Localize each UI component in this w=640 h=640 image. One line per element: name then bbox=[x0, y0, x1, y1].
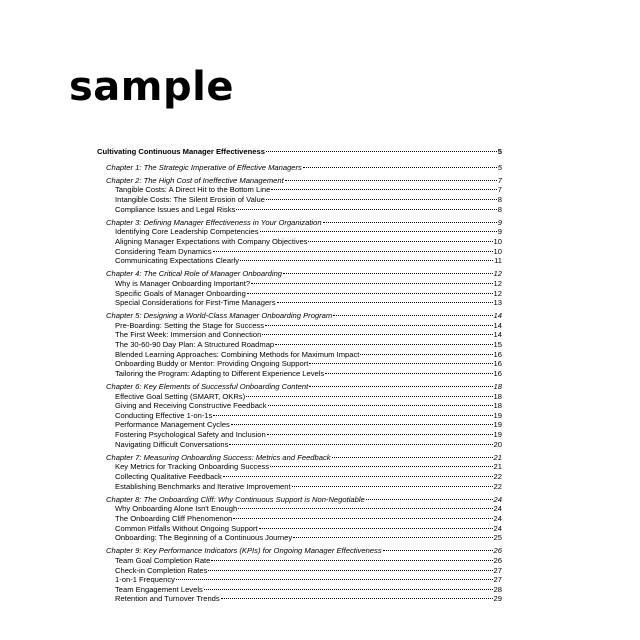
toc-section-entry[interactable] bbox=[115, 420, 502, 430]
toc-leader-dots bbox=[233, 518, 492, 519]
toc-section-entry[interactable] bbox=[115, 556, 502, 566]
toc-leader-dots bbox=[213, 251, 493, 252]
toc-section-entry[interactable] bbox=[115, 401, 502, 411]
toc-chapter-entry-title: Chapter 2: The High Cost of Ineffective Management bbox=[106, 175, 284, 185]
toc-section-entry-title: Retention and Turnover Trends bbox=[115, 594, 220, 604]
toc-section-entry[interactable] bbox=[115, 289, 502, 299]
toc-chapter-entry-title: Chapter 9: Key Performance Indicators (KPIs) for Ongoing Manager Effectiveness bbox=[106, 546, 382, 556]
toc-section-entry[interactable] bbox=[115, 585, 502, 595]
toc-leader-dots bbox=[308, 241, 492, 242]
toc-section-entry-title: Navigating Difficult Conversations bbox=[115, 439, 229, 449]
toc-section-entry[interactable] bbox=[115, 504, 502, 514]
toc-leader-dots bbox=[333, 315, 492, 316]
toc-chapter-entry-title: Chapter 1: The Strategic Imperative of Effective Managers bbox=[106, 162, 302, 172]
toc-leader-dots bbox=[266, 199, 497, 200]
toc-section-entry-page: 24 bbox=[493, 504, 502, 514]
toc-chapter-entry[interactable] bbox=[106, 495, 502, 505]
toc-section-entry-page: 19 bbox=[493, 420, 502, 430]
toc-section-entry[interactable] bbox=[115, 321, 502, 331]
toc-section-entry[interactable] bbox=[115, 369, 502, 379]
toc-section-entry-page: 10 bbox=[493, 246, 502, 256]
toc-chapter-entry[interactable] bbox=[106, 176, 502, 186]
toc-section-entry-page: 16 bbox=[493, 359, 502, 369]
toc-section-entry-title: Aligning Manager Expectations with Company Objectives bbox=[115, 236, 308, 246]
toc-section-entry-page: 27 bbox=[493, 575, 502, 585]
toc-section-entry-page: 12 bbox=[493, 288, 502, 298]
toc-section-entry-page: 7 bbox=[497, 185, 502, 195]
toc-chapter-entry[interactable] bbox=[106, 453, 502, 463]
toc-chapter-entry-page: 9 bbox=[497, 217, 502, 227]
toc-chapter-entry[interactable] bbox=[106, 311, 502, 321]
toc-leader-dots bbox=[270, 466, 492, 467]
toc-leader-dots bbox=[332, 457, 493, 458]
toc-section-entry[interactable] bbox=[115, 237, 502, 247]
toc-section-entry-title: The 30-60-90 Day Plan: A Structured Roadmap bbox=[115, 340, 275, 350]
watermark-sample: sample bbox=[69, 64, 234, 110]
toc-section-entry[interactable] bbox=[115, 472, 502, 482]
toc-section-entry[interactable] bbox=[115, 340, 502, 350]
toc-main-title: Cultivating Continuous Manager Effectiveness bbox=[97, 147, 265, 156]
toc-leader-dots bbox=[213, 415, 492, 416]
toc-section-entry[interactable] bbox=[115, 247, 502, 257]
toc-leader-dots bbox=[277, 302, 493, 303]
toc-section-entry-title: Communicating Expectations Clearly bbox=[115, 256, 240, 266]
toc-section-entry-page: 8 bbox=[497, 204, 502, 214]
toc-section-entry-page: 19 bbox=[493, 410, 502, 420]
toc-leader-dots bbox=[221, 598, 493, 599]
toc-section-entry[interactable] bbox=[115, 566, 502, 576]
toc-leader-dots bbox=[246, 396, 492, 397]
toc-section-entry-page: 26 bbox=[493, 555, 502, 565]
toc-leader-dots bbox=[292, 486, 493, 487]
toc-section-entry[interactable] bbox=[115, 430, 502, 440]
toc-section-entry-title: Pre-Boarding: Setting the Stage for Success bbox=[115, 320, 265, 330]
toc-leader-dots bbox=[238, 508, 492, 509]
toc-chapter-entry-page: 5 bbox=[497, 162, 502, 172]
toc-section-entry-title: The First Week: Immersion and Connection bbox=[115, 330, 262, 340]
toc-leader-dots bbox=[268, 405, 493, 406]
toc-section-entry-page: 14 bbox=[493, 330, 502, 340]
toc-chapter-entry[interactable] bbox=[106, 382, 502, 392]
toc-section-entry-title: Blended Learning Approaches: Combining Methods for Maximum Impact bbox=[115, 349, 360, 359]
toc-leader-dots bbox=[271, 189, 496, 190]
toc-chapter-entry-page: 21 bbox=[493, 452, 502, 462]
toc-section-entry[interactable] bbox=[115, 514, 502, 524]
toc-section-entry-title: Collecting Qualitative Feedback bbox=[115, 471, 222, 481]
toc-leader-dots bbox=[231, 424, 493, 425]
toc-section-entry-page: 8 bbox=[497, 194, 502, 204]
toc-leader-dots bbox=[211, 560, 492, 561]
toc-chapter-entry-title: Chapter 5: Designing a World-Class Manager Onboarding Program bbox=[106, 311, 333, 321]
toc-section-entry-title: Special Considerations for First-Time Managers bbox=[115, 298, 276, 308]
toc-leader-dots bbox=[247, 293, 493, 294]
toc-section-entry-title: 1-on-1 Frequency bbox=[115, 575, 175, 585]
toc-section-entry-title: The Onboarding Cliff Phenomenon bbox=[115, 513, 233, 523]
toc-leader-dots bbox=[267, 434, 493, 435]
toc-chapter-group bbox=[97, 495, 502, 543]
toc-section-entry-title: Establishing Benchmarks and Iterative Improvement bbox=[115, 481, 291, 491]
toc-leader-dots bbox=[251, 283, 492, 284]
toc-leader-dots bbox=[275, 344, 492, 345]
toc-leader-dots bbox=[262, 334, 492, 335]
toc-section-entry-title: Onboarding Buddy or Mentor: Providing Ongoing Support bbox=[115, 359, 309, 369]
toc-section-entry-page: 22 bbox=[493, 471, 502, 481]
toc-main-entry[interactable] bbox=[97, 147, 502, 157]
toc-section-entry-title: Onboarding: The Beginning of a Continuous Journey bbox=[115, 533, 293, 543]
toc-chapter-entry-title: Chapter 3: Defining Manager Effectiveness in Your Organization bbox=[106, 217, 322, 227]
toc-section-entry-page: 15 bbox=[493, 340, 502, 350]
table-of-contents bbox=[97, 147, 502, 607]
toc-section-entry[interactable] bbox=[115, 227, 502, 237]
toc-chapter-entry-title: Chapter 6: Key Elements of Successful Onboarding Content bbox=[106, 382, 309, 392]
toc-section-entry-title: Why Onboarding Alone Isn't Enough bbox=[115, 504, 238, 514]
toc-chapter-entry-title: Chapter 7: Measuring Onboarding Success: Metrics and Feedback bbox=[106, 452, 331, 462]
toc-section-entry-title: Considering Team Dynamics bbox=[115, 246, 212, 256]
toc-section-entry-page: 10 bbox=[493, 236, 502, 246]
toc-section-entry-title: Identifying Core Leadership Competencies bbox=[115, 227, 259, 237]
toc-leader-dots bbox=[240, 260, 493, 261]
toc-leader-dots bbox=[204, 589, 493, 590]
toc-chapter-group bbox=[97, 269, 502, 307]
toc-section-entry-page: 13 bbox=[493, 298, 502, 308]
toc-chapter-group bbox=[97, 176, 502, 214]
toc-section-entry-title: Conducting Effective 1-on-1s bbox=[115, 410, 213, 420]
toc-leader-dots bbox=[366, 499, 493, 500]
toc-section-entry[interactable] bbox=[115, 205, 502, 215]
toc-leader-dots bbox=[325, 373, 492, 374]
toc-leader-dots bbox=[285, 180, 497, 181]
toc-section-entry-title: Giving and Receiving Constructive Feedback bbox=[115, 401, 267, 411]
toc-chapter-list bbox=[97, 163, 502, 604]
toc-leader-dots bbox=[236, 209, 496, 210]
toc-section-entry-title: Specific Goals of Manager Onboarding bbox=[115, 288, 246, 298]
toc-section-entry[interactable] bbox=[115, 195, 502, 205]
toc-chapter-entry-page: 7 bbox=[497, 175, 502, 185]
toc-leader-dots bbox=[303, 167, 497, 168]
toc-chapter-entry[interactable] bbox=[106, 269, 502, 279]
toc-section-entry-page: 24 bbox=[493, 523, 502, 533]
toc-leader-dots bbox=[309, 386, 492, 387]
toc-chapter-entry-page: 14 bbox=[493, 311, 502, 321]
toc-section-entry-title: Team Goal Completion Rate bbox=[115, 555, 211, 565]
toc-chapter-entry-page: 24 bbox=[493, 494, 502, 504]
toc-section-entry[interactable] bbox=[115, 359, 502, 369]
toc-leader-dots bbox=[208, 570, 492, 571]
toc-chapter-entry[interactable] bbox=[106, 546, 502, 556]
toc-leader-dots bbox=[323, 222, 497, 223]
toc-section-entry[interactable] bbox=[115, 298, 502, 308]
toc-section-entry-title: Tangible Costs: A Direct Hit to the Bottom Line bbox=[115, 185, 271, 195]
toc-section-entry-page: 11 bbox=[494, 256, 502, 266]
toc-section-entry[interactable] bbox=[115, 524, 502, 534]
toc-section-entry-page: 27 bbox=[493, 565, 502, 575]
toc-section-entry-title: Tailoring the Program: Adapting to Different Experience Levels bbox=[115, 368, 325, 378]
toc-section-entry-page: 29 bbox=[493, 594, 502, 604]
toc-section-entry-page: 25 bbox=[493, 533, 502, 543]
toc-section-entry-page: 22 bbox=[493, 481, 502, 491]
toc-chapter-entry-page: 12 bbox=[493, 269, 502, 279]
toc-chapter-group bbox=[97, 382, 502, 449]
toc-section-entry-page: 16 bbox=[493, 368, 502, 378]
toc-section-entry-page: 24 bbox=[493, 513, 502, 523]
toc-chapter-group bbox=[97, 546, 502, 604]
toc-leader-dots bbox=[176, 579, 493, 580]
toc-section-entry[interactable] bbox=[115, 482, 502, 492]
toc-section-entry[interactable] bbox=[115, 533, 502, 543]
toc-section-entry-title: Key Metrics for Tracking Onboarding Success bbox=[115, 462, 270, 472]
toc-section-entry-page: 9 bbox=[497, 227, 502, 237]
toc-chapter-entry[interactable] bbox=[106, 163, 502, 173]
toc-section-entry[interactable] bbox=[115, 411, 502, 421]
toc-section-entry-page: 18 bbox=[493, 391, 502, 401]
toc-leader-dots bbox=[383, 550, 493, 551]
toc-section-entry[interactable] bbox=[115, 279, 502, 289]
toc-section-entry[interactable] bbox=[115, 392, 502, 402]
toc-section-entry-title: Performance Management Cycles bbox=[115, 420, 230, 430]
toc-leader-dots bbox=[259, 528, 493, 529]
toc-leader-dots bbox=[223, 476, 493, 477]
toc-section-entry-title: Intangible Costs: The Silent Erosion of Value bbox=[115, 194, 265, 204]
toc-chapter-entry-page: 18 bbox=[493, 382, 502, 392]
toc-chapter-entry[interactable] bbox=[106, 218, 502, 228]
toc-section-entry-page: 12 bbox=[493, 278, 502, 288]
toc-chapter-entry-title: Chapter 8: The Onboarding Cliff: Why Continuous Support is Non-Negotiable bbox=[106, 494, 365, 504]
toc-section-entry[interactable] bbox=[115, 330, 502, 340]
toc-section-entry-title: Common Pitfalls Without Ongoing Support bbox=[115, 523, 258, 533]
toc-section-entry[interactable] bbox=[115, 350, 502, 360]
toc-leader-dots bbox=[229, 444, 492, 445]
toc-chapter-entry-title: Chapter 4: The Critical Role of Manager Onboarding bbox=[106, 269, 283, 279]
toc-section-entry[interactable] bbox=[115, 462, 502, 472]
toc-section-entry[interactable] bbox=[115, 575, 502, 585]
toc-section-entry-page: 21 bbox=[493, 462, 502, 472]
toc-section-entry[interactable] bbox=[115, 440, 502, 450]
toc-section-entry[interactable] bbox=[115, 185, 502, 195]
toc-section-entry-page: 18 bbox=[493, 401, 502, 411]
toc-section-entry-title: Effective Goal Setting (SMART, OKRs) bbox=[115, 391, 246, 401]
toc-section-entry-page: 16 bbox=[493, 349, 502, 359]
toc-section-entry-page: 20 bbox=[493, 439, 502, 449]
toc-section-entry-page: 19 bbox=[493, 430, 502, 439]
toc-main-page: 5 bbox=[497, 147, 502, 156]
toc-leader-dots bbox=[360, 354, 492, 355]
toc-leader-dots bbox=[265, 325, 493, 326]
toc-chapter-group bbox=[97, 311, 502, 378]
toc-section-entry-title: Team Engagement Levels bbox=[115, 584, 203, 594]
toc-section-entry-title: Fostering Psychological Safety and Inclusion bbox=[115, 430, 266, 439]
toc-chapter-group bbox=[97, 218, 502, 266]
toc-leader-dots bbox=[260, 231, 497, 232]
toc-chapter-group bbox=[97, 453, 502, 491]
toc-leader-dots bbox=[293, 537, 492, 538]
toc-section-entry-page: 28 bbox=[493, 584, 502, 594]
toc-section-entry-title: Why is Manager Onboarding Important? bbox=[115, 278, 251, 288]
toc-leader-dots bbox=[266, 151, 497, 152]
toc-section-entry[interactable] bbox=[115, 256, 502, 266]
toc-chapter-group bbox=[97, 163, 502, 173]
toc-section-entry-page: 14 bbox=[493, 320, 502, 330]
toc-section-entry[interactable] bbox=[115, 594, 502, 604]
toc-leader-dots bbox=[309, 363, 492, 364]
toc-leader-dots bbox=[283, 273, 493, 274]
toc-section-entry-title: Compliance Issues and Legal Risks bbox=[115, 204, 236, 214]
toc-chapter-entry-page: 26 bbox=[493, 546, 502, 556]
toc-section-entry-title: Check-in Completion Rates bbox=[115, 565, 208, 575]
